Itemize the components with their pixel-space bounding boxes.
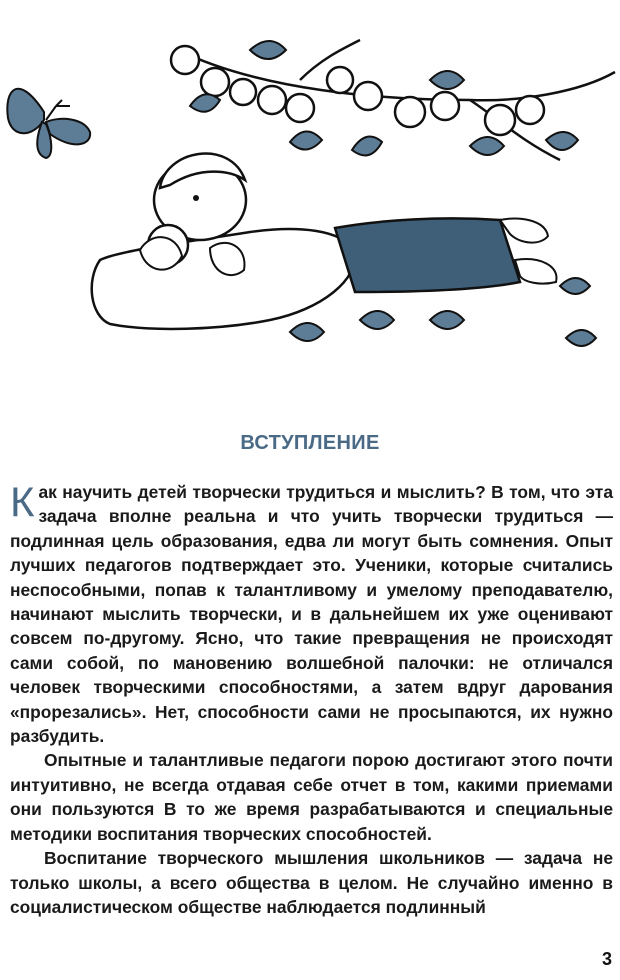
apples — [171, 46, 544, 135]
paragraph-2: Опытные и талантливые педагоги порою достигают этого почти интуитивно, не всегда отдавая себе отчет в том, какими приемами они пользуются В то же время разрабатываются и специальные методики воспитания творческих способностей. — [10, 750, 613, 844]
boy — [92, 154, 557, 329]
paragraph-3: Воспитание творческого мышления школьников — задача не только школы, а всего общества в целом. Не случайно именно в социалистическом обществе наблюдается подлинный — [10, 848, 613, 917]
drop-cap: К — [10, 478, 35, 525]
body-text — [10, 480, 613, 919]
boy-with-apple-illustration — [0, 20, 620, 360]
page-number: 3 — [601, 949, 612, 969]
paragraph-1 — [10, 480, 613, 748]
paragraph-1-text: ак научить детей творчески трудиться и мыслить? В том, что эта задача вполне реальна и что учить творчески трудиться — подлинная цель образования, едва ли могут быть сомнения. Опыт лучших педагогов подтверждает это. Ученики, которые считались неспособными, попав к талантливому и умелому преподавателю, начинают мыслить творчески, и в дальнейшем их уже оценивают совсем по-другому. Ясно, что такие превращения не происходят сами собой, по мановению волшебной палочки: не отличался человек творческими способностями, а затем вдруг дарования «прорезались». Нет, способности сами не просыпаются, их нужно разбудить. — [10, 482, 613, 747]
butterfly-icon — [7, 89, 90, 158]
section-heading: ВСТУПЛЕНИЕ — [240, 432, 380, 454]
